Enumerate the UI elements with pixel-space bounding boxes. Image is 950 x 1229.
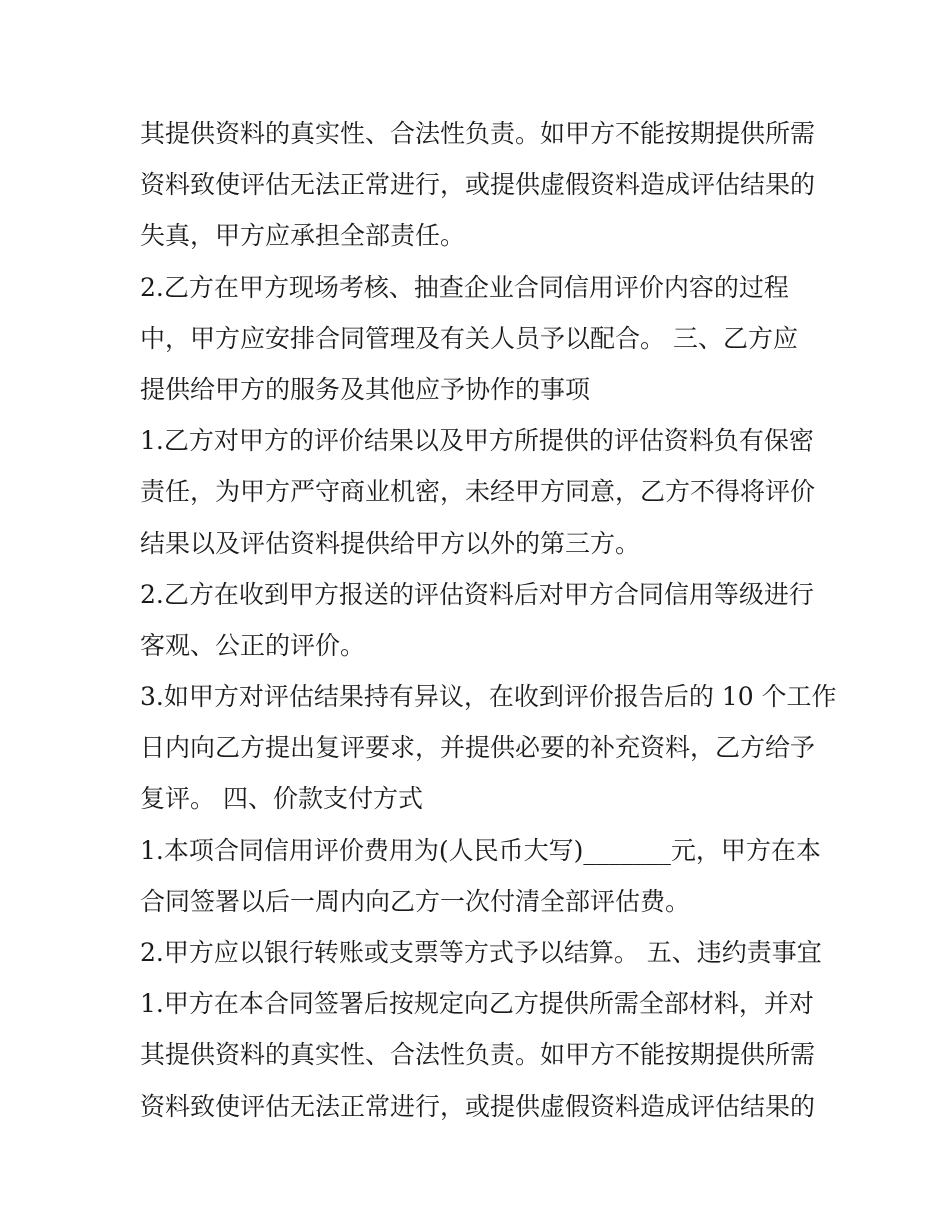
text-line: 合同签署以后一周内向乙方一次付清全部评估费。	[140, 886, 691, 916]
text-line: 3.如甲方对评估结果持有异议，在收到评价报告后的 10 个工作	[140, 682, 837, 712]
text-line: 其提供资料的真实性、合法性负责。如甲方不能按期提供所需	[140, 119, 816, 148]
text-line: 1.甲方在本合同签署后按规定向乙方提供所需全部材料，并对	[140, 989, 814, 1019]
text-line: 中，甲方应安排合同管理及有关人员予以配合。 三、乙方应	[140, 323, 798, 353]
text-line: 2.甲方应以银行转账或支票等方式予以结算。 五、违约责事宜	[140, 938, 822, 967]
body-text	[140, 108, 837, 1132]
text-line: 提供给甲方的服务及其他应予协作的事项	[140, 374, 591, 404]
text-line: 客观、公正的评价。	[140, 630, 366, 660]
text-line: 资料致使评估无法正常进行，或提供虚假资料造成评估结果的	[140, 1091, 816, 1121]
text-line: 2.乙方在收到甲方报送的评估资料后对甲方合同信用等级进行	[140, 579, 814, 609]
text-line: 2.乙方在甲方现场考核、抽查企业合同信用评价内容的过程	[140, 272, 789, 302]
text-line: 资料致使评估无法正常进行，或提供虚假资料造成评估结果的	[140, 170, 816, 200]
text-line: 复评。 四、价款支付方式	[140, 784, 423, 814]
text-line: 1.乙方对甲方的评价结果以及甲方所提供的评估资料负有保密	[140, 426, 814, 456]
text-line: 1.本项合同信用评价费用为(人民币大写)_______元，甲方在本	[140, 835, 821, 865]
text-line: 责任，为甲方严守商业机密，未经甲方同意，乙方不得将评价	[140, 477, 816, 507]
text-line: 日内向乙方提出复评要求，并提供必要的补充资料，乙方给予	[140, 733, 816, 763]
text-line: 失真，甲方应承担全部责任。	[140, 221, 466, 251]
text-line: 结果以及评估资料提供给甲方以外的第三方。	[140, 528, 641, 558]
text-line: 其提供资料的真实性、合法性负责。如甲方不能按期提供所需	[140, 1040, 816, 1070]
